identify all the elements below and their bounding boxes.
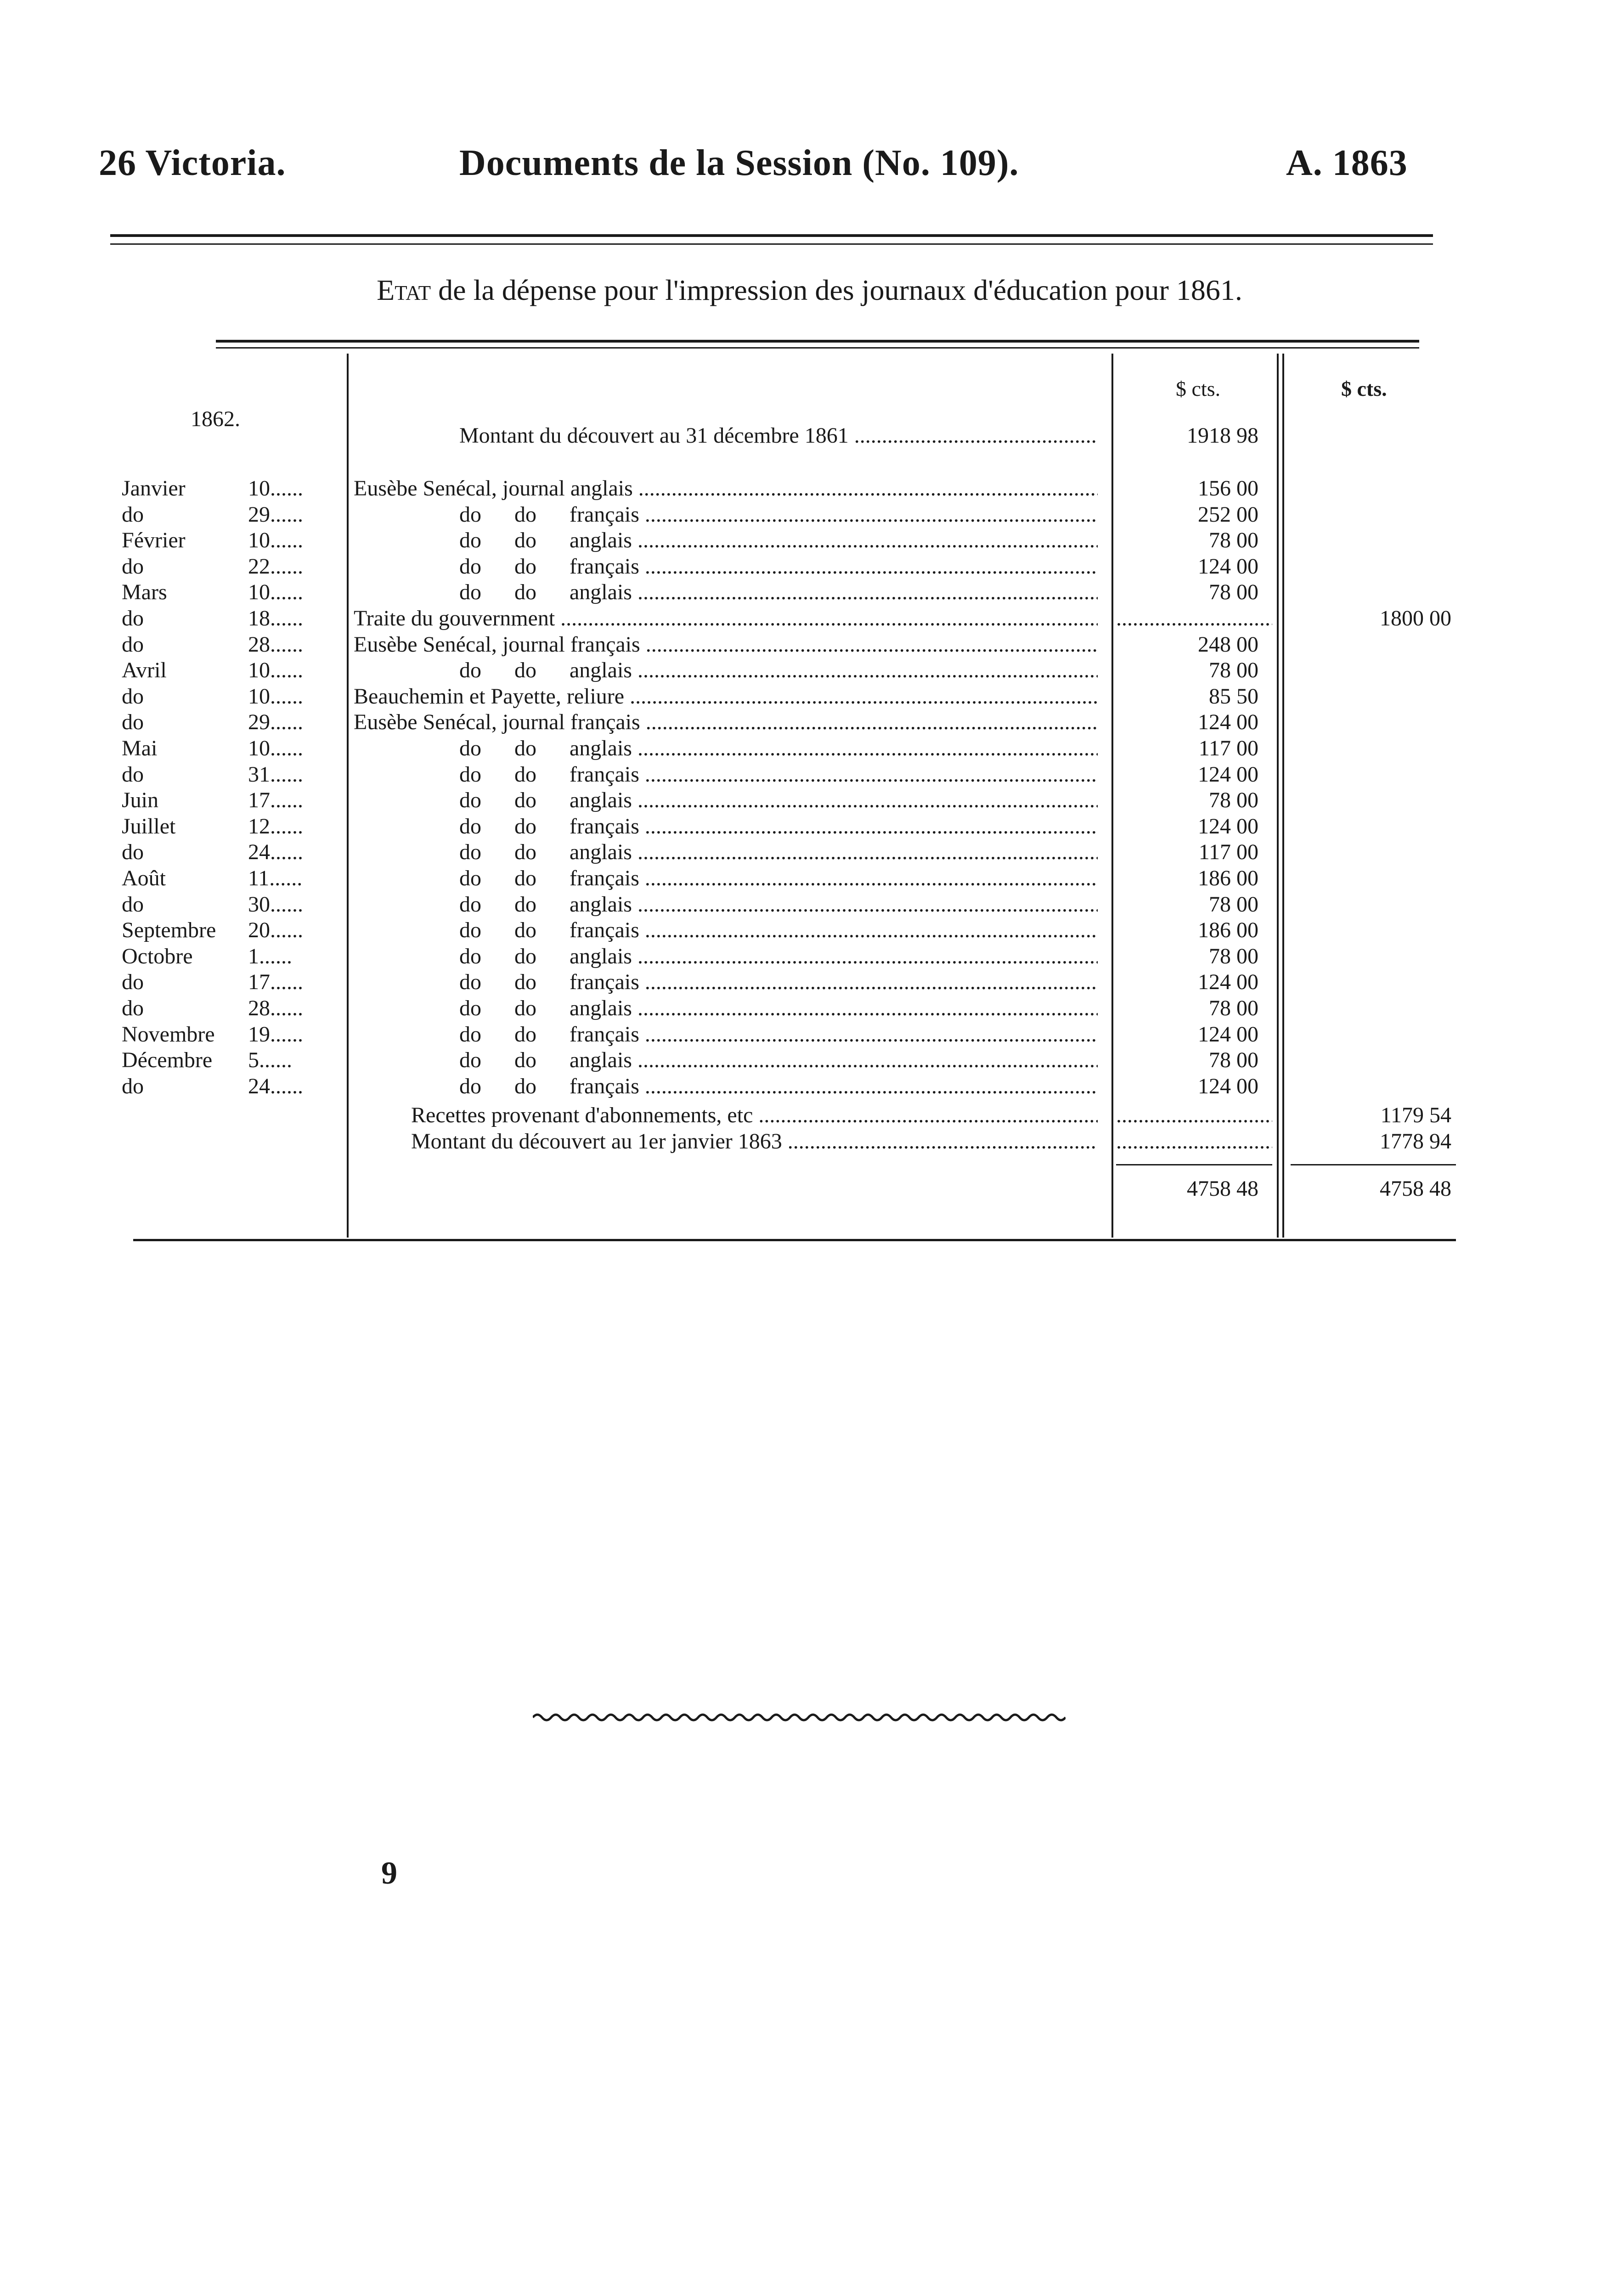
table-row <box>0 683 1619 709</box>
row-day: 31 ...... <box>248 761 340 788</box>
row-month: Mars <box>122 580 167 605</box>
row-description: do do anglais ..... <box>459 657 1098 683</box>
row-month: Mai <box>122 736 158 760</box>
row-description: Traite du gouvernment ..... <box>354 605 1098 631</box>
table-row <box>0 475 1619 501</box>
row-day: 12 ...... <box>248 813 340 839</box>
sum-rule-col1 <box>1116 1164 1272 1165</box>
table-row <box>0 579 1619 605</box>
row-description: do do anglais ..... <box>459 1047 1098 1073</box>
row-month: do <box>122 762 144 787</box>
header-rule-bottom <box>110 243 1433 245</box>
row-amount: 186 00 <box>1198 866 1258 890</box>
row-day: 20 ...... <box>248 917 340 943</box>
opening-balance-row: Montant du découvert au 31 décembre 1861 ..... 1918 98 <box>0 422 1619 449</box>
row-amount: 78 00 <box>1209 996 1258 1020</box>
row-day: 24 ...... <box>248 1073 340 1099</box>
table-row <box>0 735 1619 761</box>
row-amount: 78 00 <box>1209 1048 1258 1073</box>
table-row <box>0 995 1619 1021</box>
table-row <box>0 1021 1619 1047</box>
row-month: do <box>122 684 144 709</box>
row-month: Août <box>122 866 166 890</box>
row-day: 30 ...... <box>248 891 340 917</box>
row-month: Octobre <box>122 944 193 968</box>
row-amount: 78 00 <box>1209 580 1258 605</box>
row-amount: 78 00 <box>1209 528 1258 553</box>
row-description: Eusèbe Senécal, journal français ..... <box>354 709 1098 735</box>
header-rule-top <box>110 234 1433 237</box>
row-description: do do français ..... <box>459 917 1098 943</box>
row-amount: 78 00 <box>1209 944 1258 968</box>
row-day: 10 ...... <box>248 475 340 501</box>
row-description: Eusèbe Senécal, journal français ..... <box>354 631 1098 658</box>
row-month: do <box>122 996 144 1020</box>
header-document-title: Documents de la Session (No. 109). <box>459 143 1019 183</box>
row-day: 22 ...... <box>248 553 340 580</box>
row-amount: 124 00 <box>1198 710 1258 735</box>
row-description: do do anglais ..... <box>459 943 1098 969</box>
row-day: 17 ...... <box>248 969 340 995</box>
row-day: 28 ...... <box>248 995 340 1021</box>
row-description: do do français ..... <box>459 501 1098 528</box>
row-day: 24 ...... <box>248 839 340 865</box>
row-day: 11 ...... <box>248 865 340 891</box>
table-row <box>0 813 1619 839</box>
table-row <box>0 553 1619 580</box>
row-month: Janvier <box>122 476 186 501</box>
table-row <box>0 605 1619 631</box>
header-session-left: 26 Victoria. <box>99 143 286 183</box>
table-title: Etat de la dépense pour l'impression des journaux d'éducation pour 1861. <box>377 274 1242 306</box>
row-day: 28 ...... <box>248 631 340 658</box>
row-month: do <box>122 1074 144 1098</box>
row-amount: 124 00 <box>1198 1074 1258 1098</box>
row-description: do do anglais ..... <box>459 735 1098 761</box>
row-month: Juillet <box>122 814 176 838</box>
table-row <box>0 709 1619 735</box>
closing-balance-row: Montant du découvert au 1er janvier 1863 ..... ..... 1778 94 <box>0 1128 1619 1154</box>
table-row <box>0 1047 1619 1073</box>
year-header: 1862. <box>191 407 240 431</box>
row-description: Beauchemin et Payette, reliure ..... <box>354 683 1098 709</box>
row-day: 29 ...... <box>248 501 340 528</box>
row-month: do <box>122 970 144 995</box>
table-row <box>0 657 1619 683</box>
row-day: 10 ...... <box>248 735 340 761</box>
table-bottom-rule <box>133 1239 1456 1241</box>
row-total: 1800 00 <box>1380 606 1451 630</box>
row-amount: 78 00 <box>1209 892 1258 917</box>
wavy-divider-ornament <box>533 1708 1066 1727</box>
row-day: 10 ...... <box>248 527 340 553</box>
row-day: 29 ...... <box>248 709 340 735</box>
row-description: do do anglais ..... <box>459 787 1098 813</box>
table-row <box>0 631 1619 658</box>
table-row <box>0 891 1619 917</box>
table-row <box>0 969 1619 995</box>
table-row <box>0 943 1619 969</box>
row-amount: 252 00 <box>1198 502 1258 527</box>
row-day: 17 ...... <box>248 787 340 813</box>
row-day: 10 ...... <box>248 657 340 683</box>
row-month: Septembre <box>122 918 216 943</box>
col1-header: $ cts. <box>1176 377 1221 400</box>
row-amount: 248 00 <box>1198 632 1258 657</box>
row-amount: 117 00 <box>1198 736 1258 760</box>
row-amount: 78 00 <box>1209 788 1258 813</box>
row-description: do do anglais ..... <box>459 891 1098 917</box>
row-month: Juin <box>122 788 159 813</box>
table-row <box>0 865 1619 891</box>
row-month: do <box>122 892 144 917</box>
row-month: do <box>122 840 144 865</box>
row-description: do do français ..... <box>459 761 1098 788</box>
row-month: do <box>122 606 144 630</box>
row-amount: 124 00 <box>1198 762 1258 787</box>
col2-header: $ cts. <box>1341 377 1387 400</box>
table-row <box>0 761 1619 788</box>
row-description: do do français ..... <box>459 553 1098 580</box>
row-description: do do français ..... <box>459 1073 1098 1099</box>
row-day: 18 ...... <box>248 605 340 631</box>
totals-row: 4758 48 4758 48 <box>1187 1176 1451 1201</box>
row-description: do do anglais ..... <box>459 839 1098 865</box>
row-amount: 186 00 <box>1198 918 1258 943</box>
title-rule-top <box>216 340 1419 343</box>
row-amount: 117 00 <box>1198 840 1258 865</box>
row-month: do <box>122 502 144 527</box>
row-day: 19 ...... <box>248 1021 340 1047</box>
row-description: do do anglais ..... <box>459 995 1098 1021</box>
row-amount: 124 00 <box>1198 1022 1258 1047</box>
row-month: do <box>122 710 144 735</box>
row-day: 10 ...... <box>248 579 340 605</box>
row-day: 5 ...... <box>248 1047 340 1073</box>
table-row <box>0 1073 1619 1099</box>
row-description: do do français ..... <box>459 1021 1098 1047</box>
header-year-right: A. 1863 <box>1286 143 1408 183</box>
sum-rule-col2 <box>1291 1164 1456 1165</box>
row-amount: 85 50 <box>1209 684 1258 709</box>
row-amount: 124 00 <box>1198 554 1258 579</box>
row-month: do <box>122 554 144 579</box>
row-month: Décembre <box>122 1048 213 1073</box>
row-description: do do français ..... <box>459 813 1098 839</box>
title-rule-bottom <box>216 347 1419 349</box>
row-description: Eusèbe Senécal, journal anglais ..... <box>354 475 1098 501</box>
table-row <box>0 839 1619 865</box>
row-description: do do anglais ..... <box>459 527 1098 553</box>
table-row <box>0 917 1619 943</box>
receipts-row: Recettes provenant d'abonnements, etc ..... ..... 1179 54 <box>0 1102 1619 1128</box>
row-amount: 124 00 <box>1198 970 1258 995</box>
row-amount: 78 00 <box>1209 658 1258 683</box>
table-row <box>0 787 1619 813</box>
row-amount: 124 00 <box>1198 814 1258 838</box>
row-description: do do anglais ..... <box>459 579 1098 605</box>
table-row <box>0 501 1619 528</box>
row-month: Novembre <box>122 1022 215 1047</box>
row-description: do do français ..... <box>459 865 1098 891</box>
row-month: Avril <box>122 658 167 683</box>
row-day: 1 ...... <box>248 943 340 969</box>
row-day: 10 ...... <box>248 683 340 709</box>
row-month: do <box>122 632 144 657</box>
row-month: Février <box>122 528 186 553</box>
table-row <box>0 527 1619 553</box>
row-description: do do français ..... <box>459 969 1098 995</box>
page-number: 9 <box>381 1856 397 1891</box>
row-amount: 156 00 <box>1198 476 1258 501</box>
